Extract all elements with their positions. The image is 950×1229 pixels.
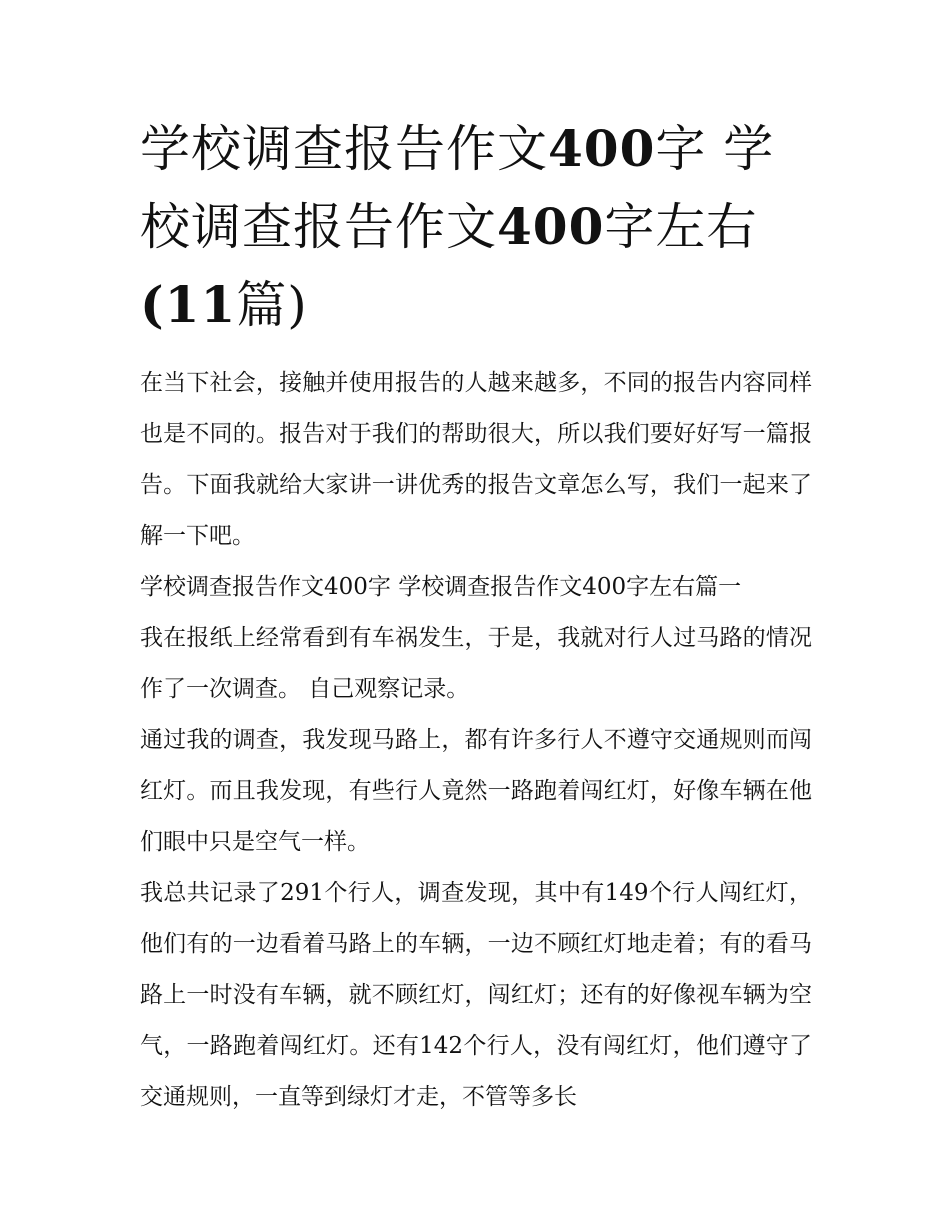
paragraph-intro: 在当下社会，接触并使用报告的人越来越多，不同的报告内容同样也是不同的。报告对于我们的帮助很大，所以我们要好好写一篇报告。下面我就给大家讲一讲优秀的报告文章怎么写，我们一起来了解一下吧。 — [140, 370, 812, 549]
paragraph-statistics: 我总共记录了291个行人，调查发现，其中有149个行人闯红灯，他们有的一边看着马路上的车辆，一边不顾红灯地走着；有的看马路上一时没有车辆，就不顾红灯，闯红灯；还有的好像视车辆为空气，一路跑着闯红灯。还有142个行人，没有闯红灯，他们遵守了交通规则，一直等到绿灯才走，不管等多长 — [140, 880, 812, 1110]
paragraph-findings: 通过我的调查，我发现马路上，都有许多行人不遵守交通规则而闯红灯。而且我发现，有些行人竟然一路跑着闯红灯，好像车辆在他们眼中只是空气一样。 — [140, 727, 812, 855]
paragraph-section-heading: 学校调查报告作文400字 学校调查报告作文400字左右篇一 — [140, 574, 742, 600]
document-body — [140, 358, 812, 1123]
paragraph-observation: 我在报纸上经常看到有车祸发生，于是，我就对行人过马路的情况作了一次调查。 自己观察记录。 — [140, 625, 812, 702]
document-title: 学校调查报告作文400字 学校调查报告作文400字左右(11篇) — [140, 119, 775, 334]
document-page — [140, 110, 812, 1123]
